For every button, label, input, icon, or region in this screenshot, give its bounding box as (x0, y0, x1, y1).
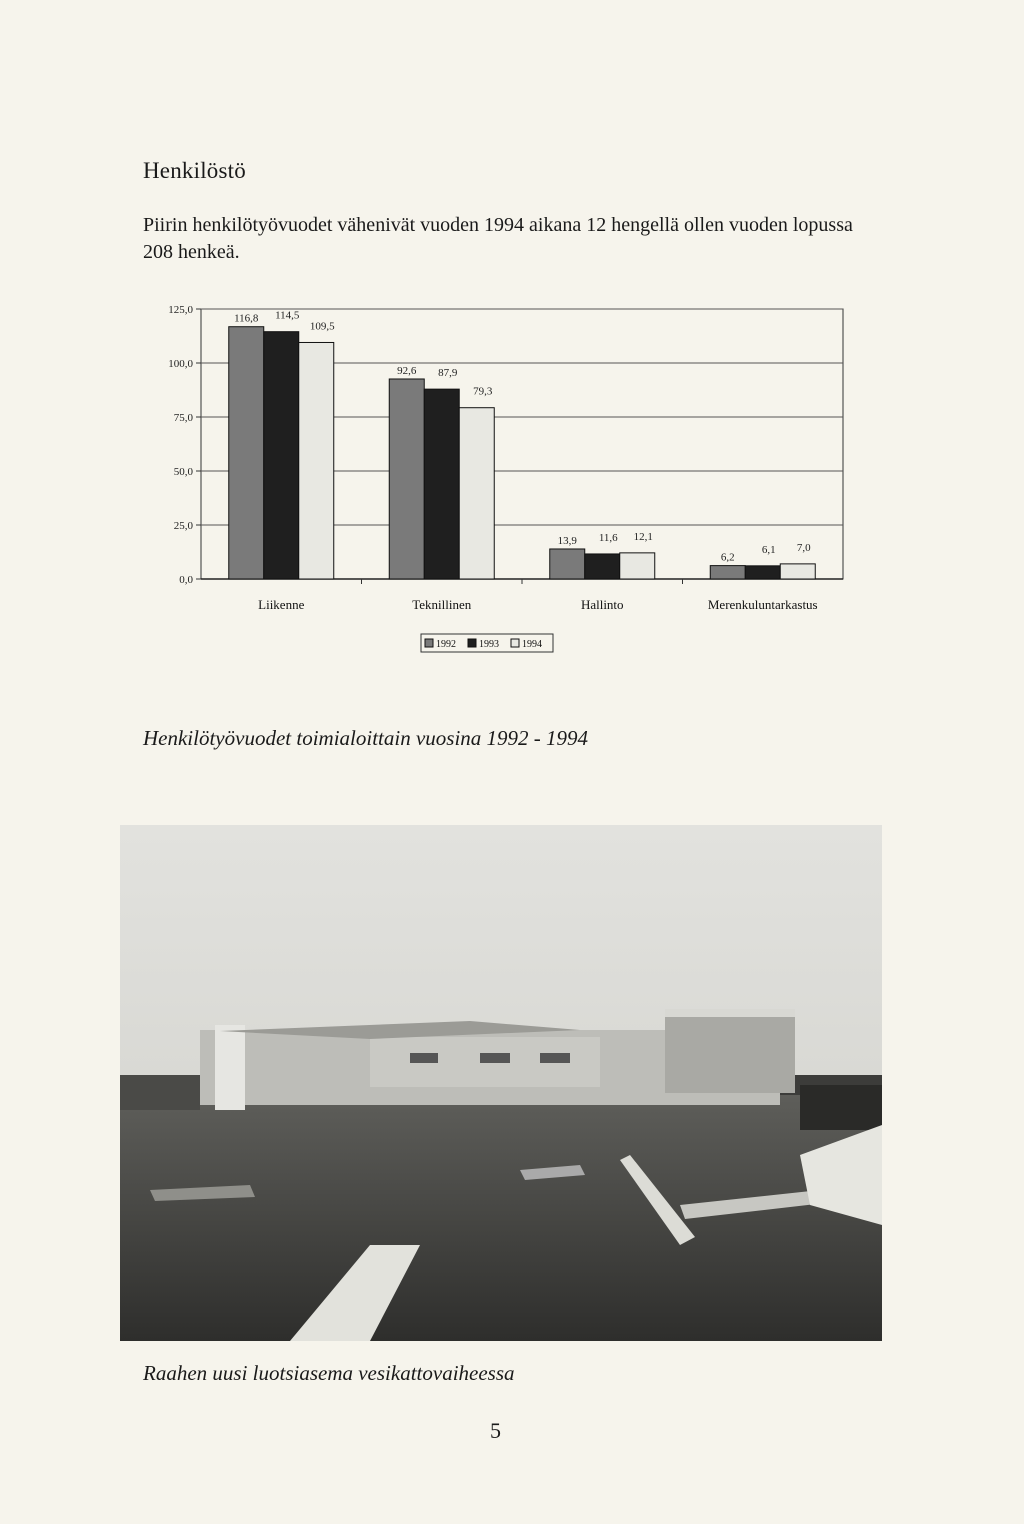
bar-1992-3 (710, 566, 745, 579)
y-tick-label: 25,0 (173, 520, 193, 532)
x-category-label: Teknillinen (412, 597, 472, 612)
data-label: 6,1 (761, 543, 776, 556)
legend-swatch-1994 (511, 639, 519, 647)
y-tick-label: 0,0 (179, 574, 193, 586)
bar-1992-0 (229, 327, 264, 579)
bar-1992-1 (389, 379, 424, 579)
x-category-label: Hallinto (580, 597, 624, 612)
bar-1994-1 (459, 408, 494, 579)
data-label: 7,0 (796, 541, 811, 554)
data-label: 87,9 (438, 367, 458, 380)
legend-label: 1993 (479, 639, 499, 650)
legend-swatch-1992 (425, 639, 433, 647)
y-tick-label: 100,0 (168, 358, 193, 370)
data-label: 12,1 (633, 530, 653, 543)
y-tick-label: 75,0 (173, 412, 193, 424)
photo-caption: Raahen uusi luotsiasema vesikattovaiheessa (143, 1361, 515, 1385)
chart-caption: Henkilötyövuodet toimialoittain vuosina 1992 - 1994 (143, 726, 589, 750)
data-label: 6,2 (720, 551, 735, 564)
bar-1992-2 (550, 549, 585, 579)
legend-label: 1994 (522, 639, 542, 650)
x-category-label: Liikenne (258, 597, 305, 612)
bar-1993-3 (745, 566, 780, 579)
data-label: 79,3 (473, 385, 493, 398)
data-label: 92,6 (397, 364, 417, 377)
bar-1993-0 (264, 332, 299, 579)
bar-1994-3 (780, 564, 815, 579)
data-label: 109,5 (309, 320, 335, 333)
construction-photo (120, 825, 882, 1341)
data-label: 13,9 (557, 534, 577, 547)
data-label: 116,8 (234, 312, 259, 325)
legend-swatch-1993 (468, 639, 476, 647)
bar-1993-2 (585, 554, 620, 579)
page-number: 5 (490, 1418, 501, 1443)
legend-label: 1992 (436, 639, 456, 650)
intro-paragraph: Piirin henkilötyövuodet vähenivät vuoden 1994 aikana 12 hengellä ollen vuoden lopussa 208 henkeä. (143, 214, 853, 263)
bar-1994-2 (620, 553, 655, 579)
data-label: 114,5 (275, 309, 300, 322)
y-tick-label: 125,0 (168, 304, 193, 316)
y-tick-label: 50,0 (173, 466, 193, 478)
data-label: 11,6 (598, 531, 618, 544)
bar-1993-1 (424, 389, 459, 579)
x-category-label: Merenkuluntarkastus (707, 597, 818, 612)
bar-1994-0 (299, 342, 334, 579)
section-heading: Henkilöstö (143, 158, 246, 183)
bar-chart (0, 0, 1024, 700)
